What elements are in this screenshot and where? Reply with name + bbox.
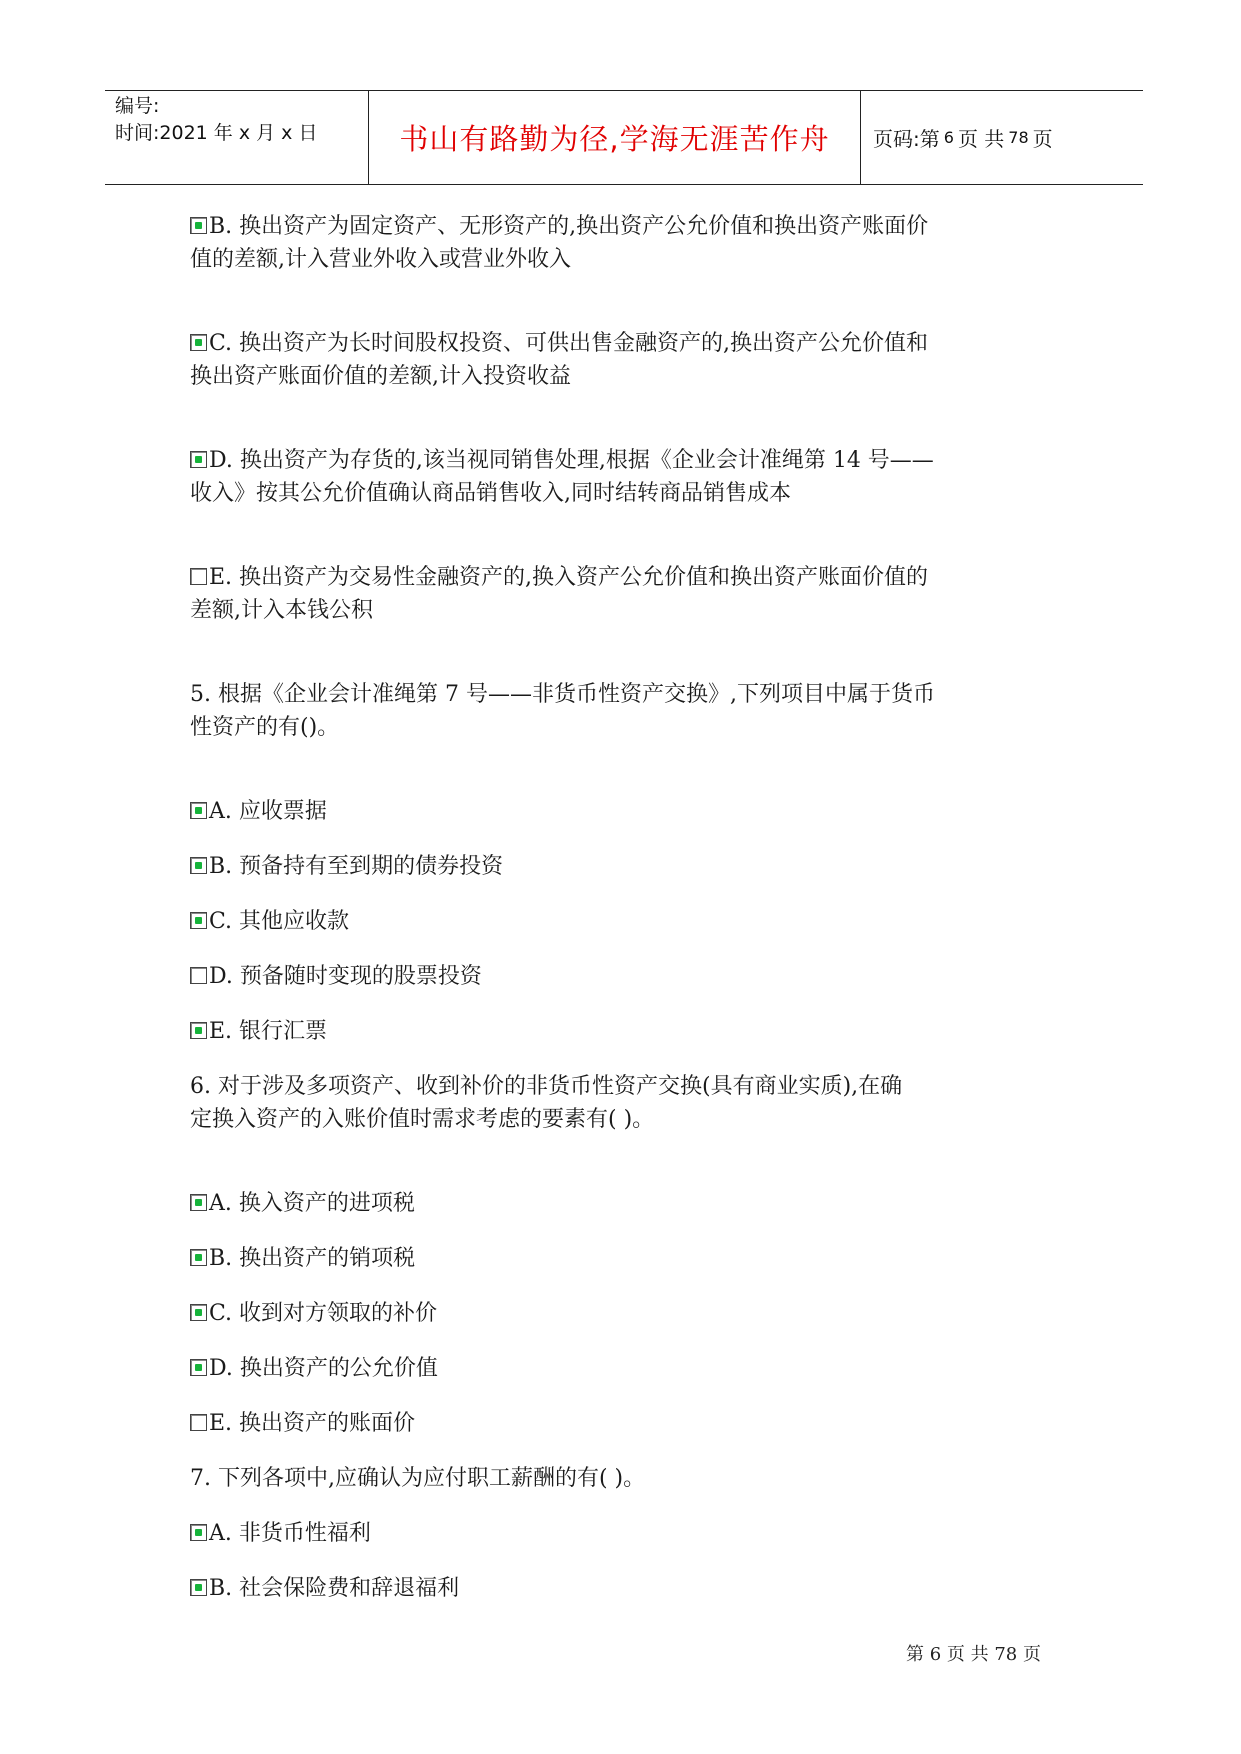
text-line bbox=[190, 210, 1070, 243]
checked-checkbox[interactable] bbox=[190, 217, 207, 234]
text-line bbox=[190, 1297, 1070, 1330]
line-text: 值的差额,计入营业外收入或营业外收入 bbox=[190, 247, 571, 272]
checked-checkbox[interactable] bbox=[190, 1359, 207, 1376]
text-line bbox=[190, 678, 1070, 711]
answer-option[interactable] bbox=[190, 905, 1070, 938]
text-line bbox=[190, 1352, 1070, 1385]
text-line bbox=[190, 243, 1070, 276]
line-text: C. 其他应收款 bbox=[209, 909, 350, 934]
header-divider bbox=[860, 91, 861, 184]
checked-checkbox[interactable] bbox=[190, 1579, 207, 1596]
checked-checkbox[interactable] bbox=[190, 912, 207, 929]
text-line bbox=[190, 795, 1070, 828]
text-line bbox=[190, 1517, 1070, 1550]
text-line bbox=[190, 327, 1070, 360]
text-line bbox=[190, 711, 1070, 744]
line-text: 定换入资产的入账价值时需求考虑的要素有( )。 bbox=[190, 1107, 655, 1132]
answer-option[interactable] bbox=[190, 1572, 1070, 1605]
text-line bbox=[190, 360, 1070, 393]
line-text: 收入》按其公允价值确认商品销售收入,同时结转商品销售成本 bbox=[190, 481, 791, 506]
line-text: 7. 下列各项中,应确认为应付职工薪酬的有( )。 bbox=[190, 1466, 646, 1491]
text-line bbox=[190, 1103, 1070, 1136]
text-line bbox=[190, 1572, 1070, 1605]
line-text: B. 换出资产为固定资产、无形资产的,换出资产公允价值和换出资产账面价 bbox=[209, 214, 929, 239]
text-line bbox=[190, 444, 1070, 477]
checked-checkbox[interactable] bbox=[190, 1304, 207, 1321]
document-body bbox=[190, 210, 1070, 1605]
line-text: 5. 根据《企业会计准绳第 7 号——非货币性资产交换》,下列项目中属于货币 bbox=[190, 682, 935, 707]
page-num: 6 bbox=[943, 128, 954, 147]
line-text: A. 应收票据 bbox=[209, 799, 327, 824]
question-text bbox=[190, 1462, 1070, 1495]
line-text: C. 收到对方领取的补价 bbox=[209, 1301, 438, 1326]
checked-checkbox[interactable] bbox=[190, 1194, 207, 1211]
text-line bbox=[190, 477, 1070, 510]
line-text: 性资产的有()。 bbox=[190, 715, 340, 740]
code-label: 编号: bbox=[115, 95, 160, 117]
answer-option[interactable] bbox=[190, 795, 1070, 828]
header-meta bbox=[115, 93, 317, 147]
answer-option[interactable] bbox=[190, 960, 1070, 993]
text-line bbox=[190, 1070, 1070, 1103]
line-text: 换出资产账面价值的差额,计入投资收益 bbox=[190, 364, 571, 389]
text-line bbox=[190, 960, 1070, 993]
line-text: B. 社会保险费和辞退福利 bbox=[209, 1576, 460, 1601]
line-text: E. 换出资产的账面价 bbox=[209, 1411, 416, 1436]
answer-option[interactable] bbox=[190, 561, 1070, 627]
line-text: 6. 对于涉及多项资产、收到补价的非货币性资产交换(具有商业实质),在确 bbox=[190, 1074, 903, 1099]
answer-option[interactable] bbox=[190, 444, 1070, 510]
text-line bbox=[190, 850, 1070, 883]
page-suffix: 页 bbox=[1032, 127, 1053, 151]
checked-checkbox[interactable] bbox=[190, 1524, 207, 1541]
line-text: B. 预备持有至到期的债券投资 bbox=[209, 854, 504, 879]
answer-option[interactable] bbox=[190, 1015, 1070, 1048]
page-prefix: 页码:第 bbox=[873, 127, 940, 151]
line-text: B. 换出资产的销项税 bbox=[209, 1246, 416, 1271]
text-line bbox=[190, 1242, 1070, 1275]
line-text: 差额,计入本钱公积 bbox=[190, 598, 373, 623]
answer-option[interactable] bbox=[190, 327, 1070, 393]
text-line bbox=[190, 1462, 1070, 1495]
checked-checkbox[interactable] bbox=[190, 451, 207, 468]
answer-option[interactable] bbox=[190, 1407, 1070, 1440]
line-text: C. 换出资产为长时间股权投资、可供出售金融资产的,换出资产公允价值和 bbox=[209, 331, 929, 356]
question-text bbox=[190, 1070, 1070, 1136]
text-line bbox=[190, 1015, 1070, 1048]
checked-checkbox[interactable] bbox=[190, 802, 207, 819]
time-label: 时间:2021 年 x 月 x 日 bbox=[115, 122, 318, 144]
line-text: E. 换出资产为交易性金融资产的,换入资产公允价值和换出资产账面价值的 bbox=[209, 565, 929, 590]
text-line bbox=[190, 1407, 1070, 1440]
text-line bbox=[190, 561, 1070, 594]
line-text: A. 非货币性福利 bbox=[209, 1521, 371, 1546]
checked-checkbox[interactable] bbox=[190, 1022, 207, 1039]
answer-option[interactable] bbox=[190, 1187, 1070, 1220]
line-text: D. 预备随时变现的股票投资 bbox=[209, 964, 482, 989]
checked-checkbox[interactable] bbox=[190, 857, 207, 874]
line-text: E. 银行汇票 bbox=[209, 1019, 328, 1044]
line-text: A. 换入资产的进项税 bbox=[209, 1191, 415, 1216]
line-text: D. 换出资产的公允价值 bbox=[209, 1356, 438, 1381]
page-mid: 页 共 bbox=[957, 127, 1005, 151]
answer-option[interactable] bbox=[190, 1297, 1070, 1330]
text-line bbox=[190, 905, 1070, 938]
text-line bbox=[190, 594, 1070, 627]
checked-checkbox[interactable] bbox=[190, 334, 207, 351]
header-page-number bbox=[873, 91, 1053, 184]
checked-checkbox[interactable] bbox=[190, 1249, 207, 1266]
answer-option[interactable] bbox=[190, 1517, 1070, 1550]
line-text: D. 换出资产为存货的,该当视同销售处理,根据《企业会计准绳第 14 号—— bbox=[209, 448, 934, 473]
answer-option[interactable] bbox=[190, 210, 1070, 276]
question-text bbox=[190, 678, 1070, 744]
page-total: 78 bbox=[1008, 128, 1029, 147]
unchecked-checkbox[interactable] bbox=[190, 1414, 207, 1431]
answer-option[interactable] bbox=[190, 1242, 1070, 1275]
header-motto: 书山有路勤为径,学海无涯苦作舟 bbox=[399, 122, 830, 156]
unchecked-checkbox[interactable] bbox=[190, 967, 207, 984]
page-footer: 第 6 页 共 78 页 bbox=[906, 1644, 1041, 1665]
unchecked-checkbox[interactable] bbox=[190, 568, 207, 585]
answer-option[interactable] bbox=[190, 1352, 1070, 1385]
page-header bbox=[105, 90, 1143, 185]
answer-option[interactable] bbox=[190, 850, 1070, 883]
text-line bbox=[190, 1187, 1070, 1220]
